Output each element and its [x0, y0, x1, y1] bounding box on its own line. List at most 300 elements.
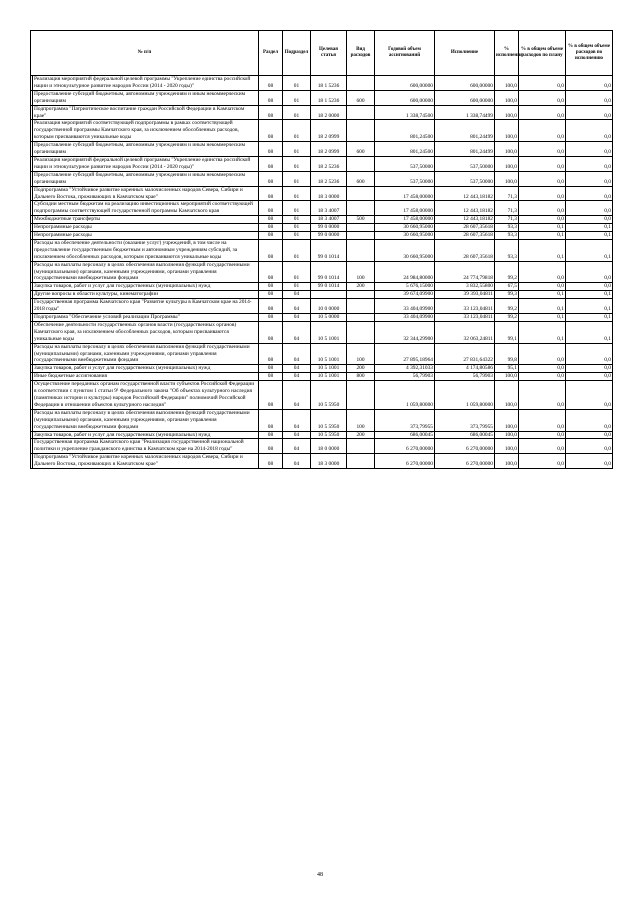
row-share-exec: 0,0 — [566, 283, 613, 291]
row-expense-type — [347, 201, 375, 216]
row-expense-type — [347, 232, 375, 240]
row-subsection: 04 — [283, 291, 311, 299]
row-name: Реализация мероприятий соответствующей подпрограммы в рамках соответствующей государственной программы Камчатского края, за исключением обособленных расходов, которым присваиваются уникальные коды — [33, 120, 259, 142]
row-target: 18 0 0000 — [311, 439, 347, 454]
row-execution: 600,00000 — [435, 90, 495, 105]
row-share-plan: 0,0 — [519, 454, 566, 469]
row-execution: 33 123,04811 — [435, 299, 495, 314]
row-percent: 71,3 — [495, 186, 519, 201]
row-expense-type — [347, 224, 375, 232]
col-header-annual: Годовой объем ассигнований — [375, 31, 435, 76]
row-section: 08 — [259, 76, 283, 91]
row-target: 10 5 1001 — [311, 321, 347, 343]
row-subsection: 04 — [283, 321, 311, 343]
row-share-exec: 0,0 — [566, 120, 613, 142]
row-name: Непрограммные расходы — [33, 224, 259, 232]
row-subsection: 01 — [283, 76, 311, 91]
row-share-plan: 0,0 — [519, 142, 566, 157]
row-execution: 537,50000 — [435, 171, 495, 186]
row-name: Расходы на выплаты персоналу в целях обеспечения выполнения функций государственными (муниципальными) органами, казенными учреждениями, органами управления государственными внебюджетными фондами — [33, 261, 259, 283]
row-expense-type — [347, 120, 375, 142]
row-expense-type — [347, 239, 375, 261]
table-row — [31, 105, 613, 120]
row-subsection: 04 — [283, 299, 311, 314]
row-subsection: 01 — [283, 224, 311, 232]
row-share-exec: 0,0 — [566, 261, 613, 283]
row-percent: 100,0 — [495, 439, 519, 454]
row-target: 10 5 1001 — [311, 343, 347, 365]
row-expense-type: 100 — [347, 409, 375, 431]
row-share-plan: 0,1 — [519, 299, 566, 314]
row-share-plan: 0,0 — [519, 261, 566, 283]
row-share-plan: 0,0 — [519, 120, 566, 142]
row-expense-type: 200 — [347, 283, 375, 291]
row-target: 18 1 5236 — [311, 90, 347, 105]
row-name: Иные бюджетные ассигнования — [33, 373, 259, 381]
table-row — [31, 76, 613, 91]
row-percent: 100,0 — [495, 454, 519, 469]
row-share-plan: 0,0 — [519, 439, 566, 454]
row-target: 18 2 5236 — [311, 156, 347, 171]
row-target: 18 2 5236 — [311, 171, 347, 186]
table-header-row — [31, 31, 613, 76]
row-annual: 27 895,18964 — [375, 343, 435, 365]
row-subsection: 01 — [283, 201, 311, 216]
row-percent: 99,8 — [495, 343, 519, 365]
table-row — [31, 314, 613, 322]
row-annual: 6 270,00000 — [375, 439, 435, 454]
row-share-plan: 0,0 — [519, 156, 566, 171]
table-row — [31, 156, 613, 171]
row-expense-type — [347, 439, 375, 454]
row-annual: 537,50000 — [375, 156, 435, 171]
row-execution: 12 443,18182 — [435, 201, 495, 216]
row-annual: 600,00000 — [375, 76, 435, 91]
row-percent: 99,3 — [495, 291, 519, 299]
table-row — [31, 321, 613, 343]
row-section: 08 — [259, 224, 283, 232]
row-annual: 17 458,00000 — [375, 186, 435, 201]
row-percent: 93,3 — [495, 239, 519, 261]
row-percent: 100,0 — [495, 156, 519, 171]
row-expense-type: 100 — [347, 261, 375, 283]
row-percent: 100,0 — [495, 76, 519, 91]
row-execution: 56,79903 — [435, 373, 495, 381]
row-share-plan: 0,0 — [519, 283, 566, 291]
row-expense-type: 600 — [347, 142, 375, 157]
row-name: Подпрограмма "Устойчивое развитие коренных малочисленных народов Севера, Сибири и Дальнего Востока, проживающих в Камчатском крае" — [33, 454, 259, 469]
row-annual: 600,00000 — [375, 90, 435, 105]
row-execution: 33 123,04811 — [435, 314, 495, 322]
table-row — [31, 120, 613, 142]
row-annual: 33 404,09900 — [375, 299, 435, 314]
row-section: 08 — [259, 186, 283, 201]
row-target: 10 5 0000 — [311, 314, 347, 322]
row-annual: 5 676,15000 — [375, 283, 435, 291]
row-name: Закупка товаров, работ и услуг для государственных (муниципальных) нужд — [33, 365, 259, 373]
row-name: Закупка товаров, работ и услуг для государственных (муниципальных) нужд — [33, 283, 259, 291]
row-share-plan: 0,0 — [519, 216, 566, 224]
row-section: 08 — [259, 171, 283, 186]
row-share-exec: 0,1 — [566, 321, 613, 343]
row-name: Предоставление субсидий бюджетным, автономным учреждениям и иным некоммерческим организациям — [33, 90, 259, 105]
row-annual: 56,79903 — [375, 373, 435, 381]
row-target: 18 3 4007 — [311, 201, 347, 216]
row-subsection: 01 — [283, 171, 311, 186]
row-target: 99 0 1014 — [311, 283, 347, 291]
row-percent: 95,1 — [495, 365, 519, 373]
row-name: Осуществление переданных органам государственной власти субъектов Российской Федерации в соответствии с пунктом 1 статьи 9¹ Федерального закона "Об объектах культурного наследия (памятниках истории и культуры) народов Российской Федерации" полномочий Российской Федерации в отношении объектов культурного наследия" — [33, 381, 259, 410]
row-subsection: 04 — [283, 454, 311, 469]
row-share-plan: 0,1 — [519, 321, 566, 343]
row-target: 18 2 0999 — [311, 142, 347, 157]
row-annual: 30 660,95000 — [375, 239, 435, 261]
row-share-exec: 0,0 — [566, 365, 613, 373]
row-percent: 100,0 — [495, 120, 519, 142]
table-row — [31, 186, 613, 201]
table-row — [31, 381, 613, 410]
row-percent: 71,3 — [495, 216, 519, 224]
row-subsection: 01 — [283, 216, 311, 224]
table-row — [31, 365, 613, 373]
row-expense-type: 600 — [347, 90, 375, 105]
row-name: Межбюджетные трансферты — [33, 216, 259, 224]
row-section: 08 — [259, 454, 283, 469]
row-percent: 100,0 — [495, 105, 519, 120]
row-execution: 686,00045 — [435, 431, 495, 439]
row-expense-type — [347, 314, 375, 322]
table-row — [31, 454, 613, 469]
row-share-exec: 0,1 — [566, 239, 613, 261]
row-share-exec: 0,0 — [566, 186, 613, 201]
row-section: 08 — [259, 314, 283, 322]
row-annual: 1 338,74500 — [375, 105, 435, 120]
row-name: Обеспечение деятельности государственных органов власти (государственных органов) Камчатского края, за исключением обособленных расходов, которым присваиваются уникальные коды — [33, 321, 259, 343]
row-expense-type — [347, 186, 375, 201]
row-target: 18 3 0000 — [311, 186, 347, 201]
table-row — [31, 90, 613, 105]
row-subsection: 01 — [283, 239, 311, 261]
row-subsection: 01 — [283, 142, 311, 157]
row-expense-type: 100 — [347, 343, 375, 365]
row-annual: 686,00045 — [375, 431, 435, 439]
row-name: Другие вопросы в области культуры, кинематографии — [33, 291, 259, 299]
col-header-share-exec: % в общем объеме расходов по исполнению — [566, 31, 613, 76]
row-subsection: 01 — [283, 232, 311, 240]
row-percent: 99,1 — [495, 321, 519, 343]
row-expense-type — [347, 321, 375, 343]
row-share-exec: 0,0 — [566, 90, 613, 105]
row-name: Расходы на выплаты персоналу в целях обеспечения выполнения функций государственными (муниципальными) органами, казенными учреждениями, органами управления государственными внебюджетными фондами — [33, 343, 259, 365]
row-target: 99 0 1014 — [311, 261, 347, 283]
row-share-plan: 0,0 — [519, 76, 566, 91]
row-annual: 24 984,80000 — [375, 261, 435, 283]
row-section: 08 — [259, 373, 283, 381]
row-subsection: 01 — [283, 156, 311, 171]
row-target — [311, 291, 347, 299]
row-section: 08 — [259, 232, 283, 240]
row-section: 08 — [259, 105, 283, 120]
table-row — [31, 239, 613, 261]
row-execution: 28 607,35618 — [435, 239, 495, 261]
row-share-plan: 0,0 — [519, 365, 566, 373]
row-annual: 39 674,09900 — [375, 291, 435, 299]
row-share-plan: 0,0 — [519, 409, 566, 431]
budget-report-page — [30, 30, 612, 469]
row-annual: 33 404,09900 — [375, 314, 435, 322]
row-execution: 12 443,18182 — [435, 186, 495, 201]
row-percent: 100,0 — [495, 431, 519, 439]
row-expense-type — [347, 76, 375, 91]
row-annual: 17 458,00000 — [375, 216, 435, 224]
col-header-expense-type: Вид расходов — [347, 31, 375, 76]
row-share-exec: 0,0 — [566, 216, 613, 224]
row-annual: 17 458,00000 — [375, 201, 435, 216]
row-name: Подпрограмма "Устойчивое развитие коренных малочисленных народов Севера, Сибири и Дальнего Востока, проживающих в Камчатском крае" — [33, 186, 259, 201]
row-section: 08 — [259, 299, 283, 314]
row-share-exec: 0,0 — [566, 142, 613, 157]
table-row — [31, 201, 613, 216]
row-share-plan: 0,0 — [519, 186, 566, 201]
row-target: 18 1 5236 — [311, 76, 347, 91]
table-row — [31, 216, 613, 224]
col-header-section: Раздел — [259, 31, 283, 76]
row-target: 18 3 0000 — [311, 454, 347, 469]
row-execution: 32 063,24811 — [435, 321, 495, 343]
row-percent: 67,5 — [495, 283, 519, 291]
row-share-plan: 0,1 — [519, 314, 566, 322]
row-subsection: 04 — [283, 365, 311, 373]
row-section: 08 — [259, 439, 283, 454]
row-section: 08 — [259, 283, 283, 291]
row-execution: 801,24499 — [435, 142, 495, 157]
row-percent: 100,0 — [495, 381, 519, 410]
row-section: 08 — [259, 90, 283, 105]
row-expense-type — [347, 381, 375, 410]
row-percent: 100,0 — [495, 142, 519, 157]
row-execution: 4 174,80586 — [435, 365, 495, 373]
row-subsection: 04 — [283, 431, 311, 439]
row-name: Субсидии местным бюджетам на реализацию инвестиционных мероприятий соответствующей подпрограммы соответствующей государственной программы Камчатского края — [33, 201, 259, 216]
row-annual: 30 660,95000 — [375, 224, 435, 232]
row-share-exec: 0,0 — [566, 454, 613, 469]
row-percent: 99,2 — [495, 299, 519, 314]
row-share-exec: 0,0 — [566, 381, 613, 410]
row-percent: 99,2 — [495, 314, 519, 322]
row-execution: 28 607,35618 — [435, 224, 495, 232]
row-annual: 1 059,80000 — [375, 381, 435, 410]
row-percent: 100,0 — [495, 90, 519, 105]
row-expense-type: 800 — [347, 373, 375, 381]
table-row — [31, 439, 613, 454]
row-expense-type — [347, 299, 375, 314]
row-percent: 99,2 — [495, 261, 519, 283]
page-number: 48 — [317, 872, 323, 878]
row-share-plan: 0,0 — [519, 381, 566, 410]
row-execution: 12 443,18182 — [435, 216, 495, 224]
row-share-plan: 0,0 — [519, 343, 566, 365]
row-annual: 30 660,95000 — [375, 232, 435, 240]
row-section: 08 — [259, 409, 283, 431]
row-subsection: 04 — [283, 343, 311, 365]
row-share-exec: 0,1 — [566, 299, 613, 314]
row-target: 10 5 5950 — [311, 431, 347, 439]
row-percent: 71,3 — [495, 201, 519, 216]
row-name: Расходы на выплаты персоналу в целях обеспечения выполнения функций государственными (муниципальными) органами, казенными учреждениями, органами управления государственными внебюджетными фондами — [33, 409, 259, 431]
row-expense-type — [347, 105, 375, 120]
row-execution: 537,50000 — [435, 156, 495, 171]
row-annual: 801,24500 — [375, 142, 435, 157]
row-execution: 373,79955 — [435, 409, 495, 431]
row-subsection: 01 — [283, 105, 311, 120]
row-expense-type — [347, 156, 375, 171]
row-percent: 100,0 — [495, 409, 519, 431]
row-share-plan: 0,1 — [519, 239, 566, 261]
row-name: Непрограммные расходы — [33, 232, 259, 240]
row-section: 08 — [259, 261, 283, 283]
row-target: 99 0 0000 — [311, 232, 347, 240]
row-share-plan: 0,1 — [519, 291, 566, 299]
table-row — [31, 171, 613, 186]
row-share-exec: 0,0 — [566, 439, 613, 454]
table-row — [31, 291, 613, 299]
row-target: 10 5 5950 — [311, 381, 347, 410]
row-section: 08 — [259, 216, 283, 224]
row-subsection: 04 — [283, 314, 311, 322]
row-execution: 6 270,00000 — [435, 439, 495, 454]
row-share-plan: 0,0 — [519, 171, 566, 186]
row-name: Подпрограмма "Патриотическое воспитание граждан Российской Федерации в Камчатском крае" — [33, 105, 259, 120]
row-subsection: 01 — [283, 90, 311, 105]
row-expense-type — [347, 291, 375, 299]
row-share-plan: 0,1 — [519, 224, 566, 232]
row-execution: 39 393,04811 — [435, 291, 495, 299]
row-target: 10 5 1001 — [311, 373, 347, 381]
col-header-subsection: Подраздел — [283, 31, 311, 76]
table-row — [31, 409, 613, 431]
row-target: 10 0 0000 — [311, 299, 347, 314]
row-target: 10 5 1001 — [311, 365, 347, 373]
row-section: 08 — [259, 431, 283, 439]
row-share-plan: 0,0 — [519, 373, 566, 381]
row-name: Предоставление субсидий бюджетным, автономным учреждениям и иным некоммерческим организациям — [33, 171, 259, 186]
table-row — [31, 343, 613, 365]
row-share-plan: 0,0 — [519, 90, 566, 105]
row-expense-type: 600 — [347, 171, 375, 186]
row-execution: 801,24499 — [435, 120, 495, 142]
row-name: Предоставление субсидий бюджетным, автономным учреждениям и иным некоммерческим организациям — [33, 142, 259, 157]
row-execution: 24 774,79818 — [435, 261, 495, 283]
row-execution: 28 607,35618 — [435, 232, 495, 240]
row-subsection: 04 — [283, 373, 311, 381]
row-execution: 1 059,80000 — [435, 381, 495, 410]
row-execution: 6 270,00000 — [435, 454, 495, 469]
table-row — [31, 142, 613, 157]
col-header-percent: % исполнения — [495, 31, 519, 76]
row-annual: 4 392,31033 — [375, 365, 435, 373]
row-execution: 27 831,64322 — [435, 343, 495, 365]
table-row — [31, 283, 613, 291]
row-target: 99 0 1014 — [311, 239, 347, 261]
row-target: 18 2 0000 — [311, 105, 347, 120]
col-header-num: № п/п — [31, 31, 259, 76]
row-subsection: 04 — [283, 409, 311, 431]
row-section: 08 — [259, 156, 283, 171]
row-share-plan: 0,0 — [519, 201, 566, 216]
row-percent: 100,0 — [495, 171, 519, 186]
row-expense-type: 200 — [347, 365, 375, 373]
row-name: Государственная программа Камчатского края "Реализация государственной национальной политики и укрепление гражданского единства в Камчатском крае на 2014-2018 годы" — [33, 439, 259, 454]
table-row — [31, 299, 613, 314]
col-header-execution: Исполнение — [435, 31, 495, 76]
row-name: Реализация мероприятий федеральной целевой программы "Укрепление единства российской нации и этнокультурное развитие народов России (2014 - 2020 годы)" — [33, 76, 259, 91]
row-share-exec: 0,1 — [566, 291, 613, 299]
row-share-exec: 0,0 — [566, 76, 613, 91]
row-section: 08 — [259, 201, 283, 216]
row-name: Закупка товаров, работ и услуг для государственных (муниципальных) нужд — [33, 431, 259, 439]
col-header-share-plan: % в общем объеме расходов по плану — [519, 31, 566, 76]
row-percent: 100,0 — [495, 373, 519, 381]
row-share-exec: 0,0 — [566, 156, 613, 171]
row-annual: 32 344,29900 — [375, 321, 435, 343]
budget-table — [30, 30, 613, 469]
row-expense-type: 200 — [347, 431, 375, 439]
row-percent: 93,3 — [495, 224, 519, 232]
row-execution: 600,00000 — [435, 76, 495, 91]
row-name: Подпрограмма "Обеспечение условий реализации Программы" — [33, 314, 259, 322]
row-annual: 6 270,00000 — [375, 454, 435, 469]
table-row — [31, 431, 613, 439]
row-share-exec: 0,0 — [566, 343, 613, 365]
row-share-exec: 0,0 — [566, 373, 613, 381]
col-header-target: Целевая статья — [311, 31, 347, 76]
table-row — [31, 373, 613, 381]
table-row — [31, 261, 613, 283]
row-target: 10 5 5950 — [311, 409, 347, 431]
row-annual: 801,24500 — [375, 120, 435, 142]
row-percent: 93,3 — [495, 232, 519, 240]
row-share-exec: 0,0 — [566, 409, 613, 431]
row-subsection: 01 — [283, 120, 311, 142]
row-section: 08 — [259, 142, 283, 157]
row-execution: 3 832,55800 — [435, 283, 495, 291]
row-share-exec: 0,0 — [566, 431, 613, 439]
row-section: 08 — [259, 291, 283, 299]
row-expense-type — [347, 454, 375, 469]
row-section: 08 — [259, 365, 283, 373]
row-target: 18 3 4007 — [311, 216, 347, 224]
row-share-plan: 0,0 — [519, 105, 566, 120]
row-execution: 1 338,74499 — [435, 105, 495, 120]
row-share-plan: 0,0 — [519, 431, 566, 439]
row-subsection: 01 — [283, 283, 311, 291]
row-name: Расходы на обеспечение деятельности (оказание услуг) учреждений, в том числе на предоставление государственным бюджетным и автономным учреждениям субсидий, за исключением обособленных расходов, которым присваиваются уникальные коды — [33, 239, 259, 261]
row-section: 08 — [259, 239, 283, 261]
row-target: 99 0 0000 — [311, 224, 347, 232]
row-share-exec: 0,0 — [566, 201, 613, 216]
row-annual: 373,79955 — [375, 409, 435, 431]
row-share-exec: 0,1 — [566, 314, 613, 322]
row-section: 08 — [259, 381, 283, 410]
row-subsection: 04 — [283, 439, 311, 454]
row-share-exec: 0,1 — [566, 232, 613, 240]
row-subsection: 04 — [283, 381, 311, 410]
row-name: Реализация мероприятий федеральной целевой программы "Укрепление единства российской нации и этнокультурное развитие народов России (2014 - 2020 годы)" — [33, 156, 259, 171]
row-share-plan: 0,1 — [519, 232, 566, 240]
row-section: 08 — [259, 321, 283, 343]
row-share-exec: 0,1 — [566, 224, 613, 232]
row-share-exec: 0,0 — [566, 171, 613, 186]
